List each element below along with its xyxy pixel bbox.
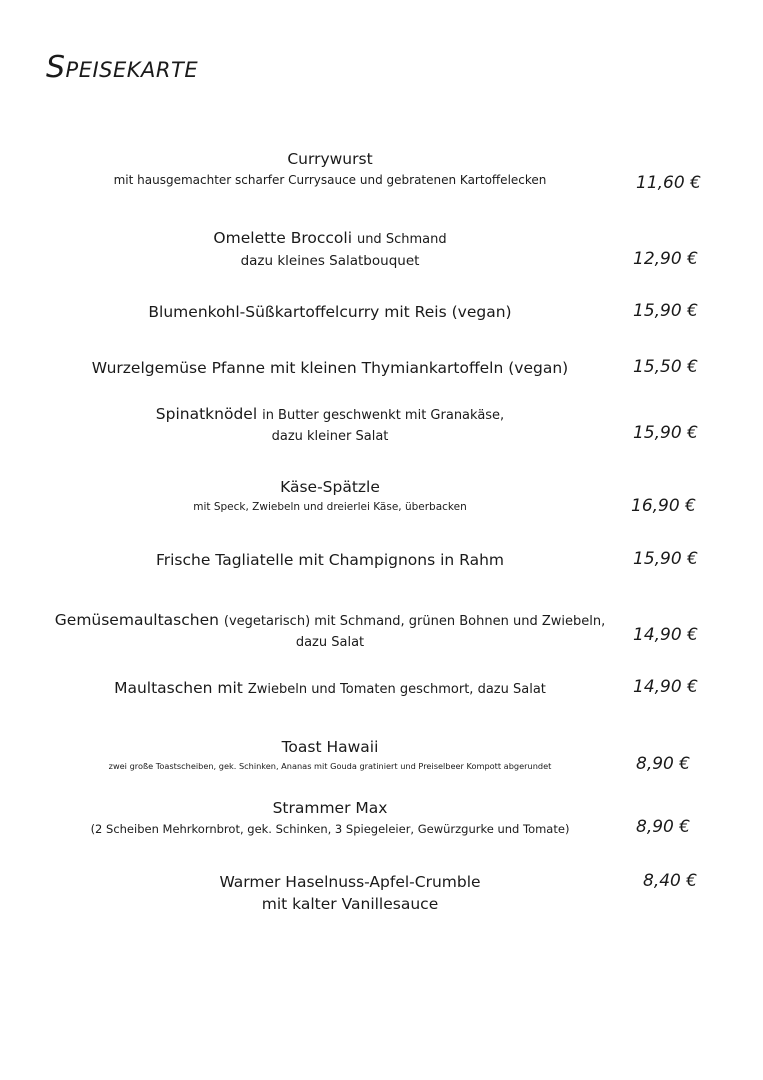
item-name: Maultaschen mit	[114, 679, 243, 697]
item-price: 8,90 €	[636, 754, 691, 774]
item-price: 15,50 €	[633, 357, 698, 377]
item-name: Gemüsemaultaschen	[54, 611, 219, 629]
item-name: Blumenkohl-Süßkartoffelcurry mit Reis (vegan)	[148, 303, 512, 321]
item-description: zwei große Toastscheiben, gek. Schinken, Ananas mit Gouda gratiniert und Preiselbeer Kompott abgerundet	[108, 761, 552, 771]
item-description: (2 Scheiben Mehrkornbrot, gek. Schinken, 3 Spiegeleier, Gewürzgurke und Tomate)	[90, 822, 570, 836]
item-name: Frische Tagliatelle mit Champignons in Rahm	[155, 551, 505, 569]
item-price: 8,40 €	[643, 871, 698, 891]
item-name: Toast Hawaii	[281, 738, 379, 756]
item-price: 15,90 €	[633, 301, 698, 321]
item-price: 14,90 €	[633, 677, 698, 697]
item-name: Omelette Broccoli	[213, 229, 353, 247]
item-description: dazu Salat	[295, 635, 365, 650]
item-price: 11,60 €	[636, 173, 701, 193]
item-price: 15,90 €	[633, 549, 698, 569]
item-description: dazu kleines Salatbouquet	[240, 253, 420, 269]
item-name-extra: in Butter geschwenkt mit Granakäse,	[262, 408, 505, 423]
item-name: Wurzelgemüse Pfanne mit kleinen Thymiankartoffeln (vegan)	[91, 359, 569, 377]
item-name: Currywurst	[287, 150, 373, 168]
item-name-extra: Zwiebeln und Tomaten geschmort, dazu Salat	[247, 682, 546, 697]
item-price: 14,90 €	[633, 625, 698, 645]
item-description: mit hausgemachter scharfer Currysauce und gebratenen Kartoffelecken	[113, 173, 547, 187]
item-name: Warmer Haselnuss-Apfel-Crumble	[219, 873, 481, 891]
item-price: 15,90 €	[633, 423, 698, 443]
item-name-extra: (vegetarisch) mit Schmand, grünen Bohnen und Zwiebeln,	[223, 614, 606, 629]
item-name: Spinatknödel	[155, 405, 258, 423]
item-name: Käse-Spätzle	[280, 478, 380, 496]
page-title: Speisekarte	[46, 50, 199, 85]
item-name: Strammer Max	[272, 799, 388, 817]
item-name-extra: und Schmand	[356, 232, 447, 247]
item-description: mit Speck, Zwiebeln und dreierlei Käse, überbacken	[193, 501, 467, 513]
item-description: dazu kleiner Salat	[271, 429, 389, 444]
item-price: 16,90 €	[631, 496, 696, 516]
item-price: 12,90 €	[633, 249, 698, 269]
item-description: mit kalter Vanillesauce	[261, 895, 439, 913]
item-price: 8,90 €	[636, 817, 691, 837]
